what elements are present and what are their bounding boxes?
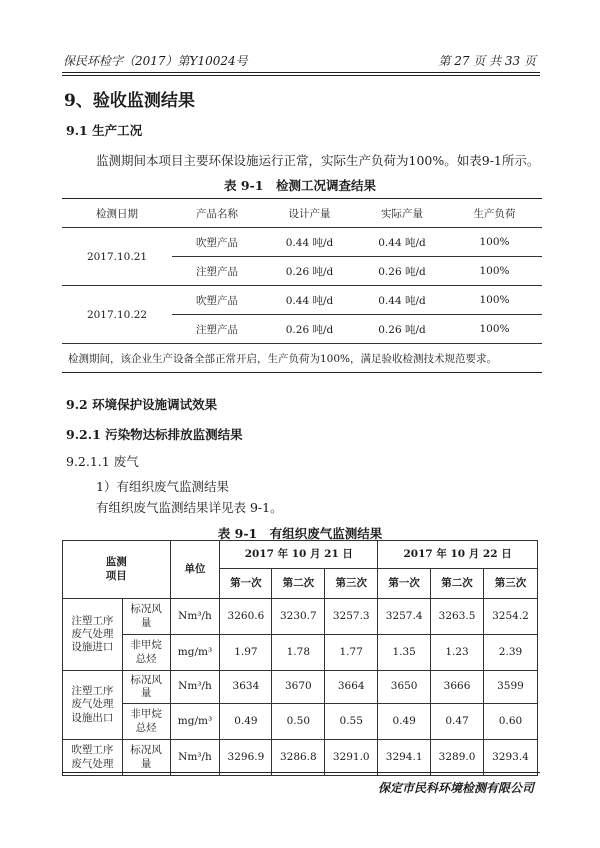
head-time: 第三次: [325, 569, 378, 599]
value-cell: 1.78: [272, 635, 325, 671]
table-row: [63, 599, 538, 635]
design-cell: 0.26 吨/d: [262, 315, 357, 344]
list-item: 1）有组织废气监测结果: [96, 479, 229, 494]
head-item: 监测 项目: [63, 541, 171, 599]
value-cell: 3289.0: [431, 740, 484, 776]
value-cell: 0.49: [220, 704, 272, 740]
value-cell: 0.55: [325, 704, 378, 740]
design-cell: 0.44 吨/d: [262, 286, 357, 315]
header-doc-number: 保民环检字（2017）第Y10024号: [63, 54, 248, 68]
header-page-number: 第 27 页 共 33 页: [438, 54, 536, 68]
product-cell: 注塑产品: [172, 257, 262, 286]
product-cell: 吹塑产品: [172, 286, 262, 315]
table-note: 检测期间，该企业生产设备全部正常开启，生产负荷为100%，满足验收检测技术规范要求。: [62, 344, 542, 373]
col-header: 设计产量: [262, 199, 357, 228]
value-cell: 0.47: [431, 704, 484, 740]
value-cell: 3291.0: [325, 740, 378, 776]
head-unit: 单位: [170, 541, 220, 599]
table-row: [62, 286, 542, 315]
work-condition-table: [62, 198, 542, 373]
table-row: [63, 740, 538, 776]
actual-cell: 0.44 吨/d: [357, 228, 447, 257]
date-cell: 2017.10.21: [62, 228, 172, 286]
value-cell: 3296.9: [220, 740, 272, 776]
load-cell: 100%: [447, 257, 542, 286]
unit-cell: mg/m³: [170, 635, 220, 671]
head-time: 第一次: [378, 569, 431, 599]
footer-rule: [62, 772, 540, 773]
table-row: [63, 704, 538, 740]
col-header: 产品名称: [172, 199, 262, 228]
value-cell: 1.97: [220, 635, 272, 671]
table2-caption: 表 9-1 有组织废气监测结果: [217, 526, 383, 541]
value-cell: 3294.1: [378, 740, 431, 776]
value-cell: 3650: [378, 671, 431, 704]
value-cell: 3257.4: [378, 599, 431, 635]
param-cell: 标况风 量: [122, 740, 170, 776]
header-rule-thick: [62, 72, 540, 73]
location-cell: 注塑工序 废气处理 设施出口: [63, 671, 123, 740]
value-cell: 3254.2: [484, 599, 538, 635]
intro-paragraph: 监测期间本项目主要环保设施运行正常，实际生产负荷为100%。如表9-1所示。: [96, 153, 540, 168]
table-header-row: [63, 541, 538, 569]
subsubsection-title: 9.2.1 污染物达标排放监测结果: [66, 427, 243, 442]
head-time: 第二次: [272, 569, 325, 599]
value-cell: 0.60: [484, 704, 538, 740]
design-cell: 0.26 吨/d: [262, 257, 357, 286]
unit-cell: Nm³/h: [170, 671, 220, 704]
value-cell: 3664: [325, 671, 378, 704]
param-cell: 非甲烷 总烃: [122, 635, 170, 671]
product-cell: 注塑产品: [172, 315, 262, 344]
load-cell: 100%: [447, 315, 542, 344]
value-cell: 3666: [431, 671, 484, 704]
value-cell: 3286.8: [272, 740, 325, 776]
table-row: [62, 228, 542, 257]
table-header-row: [62, 199, 542, 228]
paragraph: 有组织废气监测结果详见表 9-1。: [96, 500, 283, 515]
unit-cell: mg/m³: [170, 704, 220, 740]
table-note-row: [62, 344, 542, 373]
head-time: 第三次: [484, 569, 538, 599]
subsection-title: 9.1 生产工况: [66, 123, 143, 138]
value-cell: 3293.4: [484, 740, 538, 776]
col-header: 生产负荷: [447, 199, 542, 228]
location-cell: 注塑工序 废气处理 设施进口: [63, 599, 123, 671]
col-header: 实际产量: [357, 199, 447, 228]
value-cell: 3230.7: [272, 599, 325, 635]
value-cell: 1.23: [431, 635, 484, 671]
table-row: [63, 671, 538, 704]
value-cell: 0.50: [272, 704, 325, 740]
param-cell: 标况风 量: [122, 599, 170, 635]
exhaust-gas-table: [62, 540, 538, 776]
actual-cell: 0.44 吨/d: [357, 286, 447, 315]
head-date: 2017 年 10 月 21 日: [220, 541, 378, 569]
value-cell: 3599: [484, 671, 538, 704]
date-cell: 2017.10.22: [62, 286, 172, 344]
footer-company: 保定市民科环境检测有限公司: [377, 781, 534, 795]
section-title: 9、验收监测结果: [64, 91, 195, 111]
subsubsubsection-title: 9.2.1.1 废气: [66, 454, 139, 469]
value-cell: 3257.3: [325, 599, 378, 635]
subsection-title-2: 9.2 环境保护设施调试效果: [66, 397, 218, 412]
value-cell: 3670: [272, 671, 325, 704]
value-cell: 3260.6: [220, 599, 272, 635]
load-cell: 100%: [447, 286, 542, 315]
table1-caption: 表 9-1 检测工况调查结果: [224, 178, 376, 193]
actual-cell: 0.26 吨/d: [357, 257, 447, 286]
actual-cell: 0.26 吨/d: [357, 315, 447, 344]
value-cell: 3263.5: [431, 599, 484, 635]
value-cell: 3634: [220, 671, 272, 704]
col-header: 检测日期: [62, 199, 172, 228]
location-cell: 吹塑工序 废气处理: [63, 740, 123, 776]
head-time: 第二次: [431, 569, 484, 599]
param-cell: 非甲烷 总烃: [122, 704, 170, 740]
value-cell: 0.49: [378, 704, 431, 740]
unit-cell: Nm³/h: [170, 599, 220, 635]
product-cell: 吹塑产品: [172, 228, 262, 257]
param-cell: 标况风 量: [122, 671, 170, 704]
design-cell: 0.44 吨/d: [262, 228, 357, 257]
head-date: 2017 年 10 月 22 日: [378, 541, 538, 569]
header-rule-thin: [62, 75, 540, 76]
table-row: [63, 635, 538, 671]
value-cell: 1.35: [378, 635, 431, 671]
load-cell: 100%: [447, 228, 542, 257]
value-cell: 1.77: [325, 635, 378, 671]
value-cell: 2.39: [484, 635, 538, 671]
head-time: 第一次: [220, 569, 272, 599]
unit-cell: Nm³/h: [170, 740, 220, 776]
